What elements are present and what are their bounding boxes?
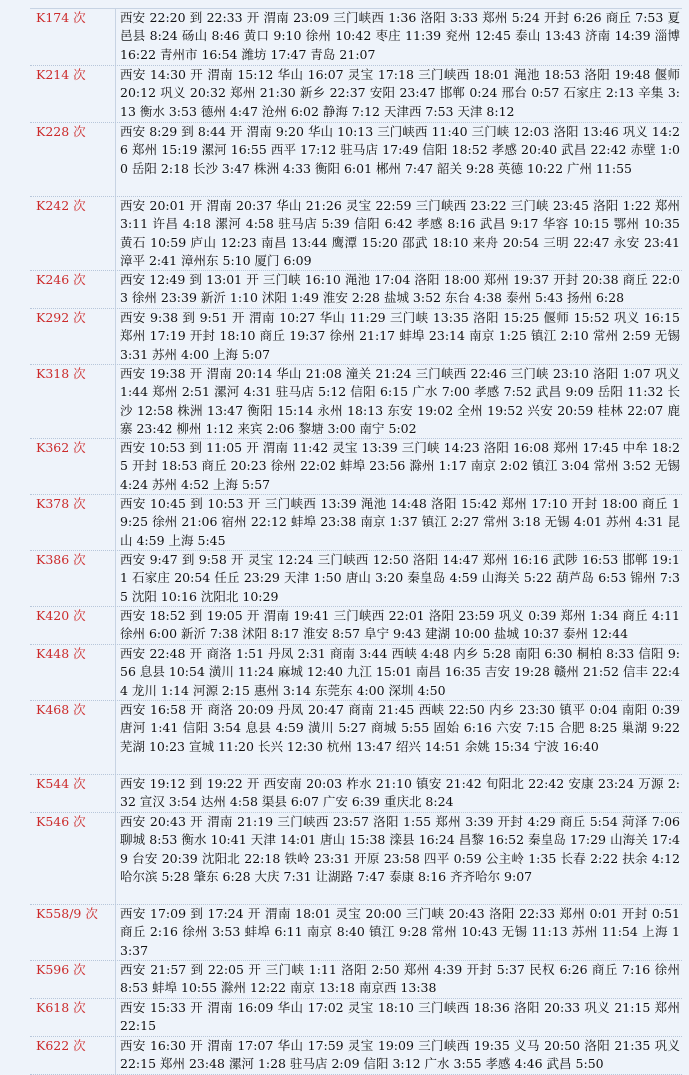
table-row <box>30 701 682 775</box>
table-row <box>30 775 682 813</box>
train-stops: 西安 14:30 开 渭南 15:12 华山 16:07 灵宝 17:18 三门峡西 18:01 渑池 18:53 洛阳 19:48 偃师 20:12 巩义 20:32 郑州 21:30 新乡 22:37 安阳 23:47 邯郸 0:24 邢台 0:57 石家庄 2:13 辛集 3:13 衡水 3:53 德州 4:47 沧州 6:02 静海 7:12 天津西 7:53 天津 8:12 <box>120 67 680 119</box>
table-row <box>30 813 682 905</box>
train-code[interactable]: K386 次 <box>30 551 116 606</box>
train-stops: 西安 10:53 到 11:05 开 渭南 11:42 灵宝 13:39 三门峡 14:23 洛阳 16:08 郑州 17:45 中牟 18:25 开封 18:53 商丘 20:23 徐州 22:02 蚌埠 23:56 滁州 1:17 南京 2:02 镇江 3:04 常州 3:52 无锡 4:24 苏州 4:52 上海 5:57 <box>120 440 680 492</box>
train-stops: 西安 21:57 到 22:05 开 三门峡 1:11 洛阳 2:50 郑州 4:39 开封 5:37 民权 6:26 商丘 7:16 徐州 8:53 蚌埠 10:55 滁州 12:22 南京 13:18 南京西 13:38 <box>120 962 680 996</box>
train-code[interactable]: K242 次 <box>30 197 116 270</box>
train-stops: 西安 20:43 开 渭南 21:19 三门峡西 23:57 洛阳 1:55 郑州 3:39 开封 4:29 商丘 5:54 菏泽 7:06 聊城 8:53 衡水 10:41 天津 14:01 唐山 15:38 滦县 16:24 昌黎 16:52 秦皇岛 17:29 山海关 17:49 台安 20:39 沈阳北 22:18 铁岭 23:31 开原 23:58 四平 0:59 公主岭 1:35 长春 2:22 扶余 4:12 哈尔滨 5:28 肇东 6:28 大庆 7:31 让湖路 7:47 泰康 8:16 齐齐哈尔 9:07 <box>120 814 680 884</box>
train-stops: 西安 19:12 到 19:22 开 西安南 20:03 柞水 21:10 镇安 21:42 旬阳北 22:42 安康 23:24 万源 2:32 宣汉 3:54 达州 4:58 渠县 6:07 广安 6:39 重庆北 8:24 <box>120 776 680 810</box>
table-row <box>30 197 682 271</box>
train-code[interactable]: K378 次 <box>30 495 116 550</box>
train-code[interactable]: K596 次 <box>30 961 116 998</box>
table-row <box>30 1037 682 1075</box>
train-code[interactable]: K214 次 <box>30 66 116 122</box>
table-row <box>30 309 682 365</box>
table-row <box>30 123 682 197</box>
train-stops: 西安 17:09 到 17:24 开 渭南 18:01 灵宝 20:00 三门峡 20:43 洛阳 22:33 郑州 0:01 开封 0:51 商丘 2:16 徐州 3:53 蚌埠 6:11 南京 8:40 镇江 9:28 常州 10:43 无锡 11:13 苏州 11:54 上海 13:37 <box>120 906 680 958</box>
train-code[interactable]: K468 次 <box>30 701 116 774</box>
train-stops: 西安 9:47 到 9:58 开 灵宝 12:24 三门峡西 12:50 洛阳 14:47 郑州 16:16 武陟 16:53 邯郸 19:11 石家庄 20:54 任丘 23:29 天津 1:50 唐山 3:20 秦皇岛 4:59 山海关 5:22 葫芦岛 6:53 锦州 7:35 沈阳 10:16 沈阳北 10:29 <box>120 552 680 604</box>
timetable <box>30 8 682 1075</box>
table-row <box>30 961 682 999</box>
train-stops: 西安 16:30 开 渭南 17:07 华山 17:59 灵宝 19:09 三门峡西 19:35 义马 20:50 洛阳 21:35 巩义 22:15 郑州 23:48 漯河 1:28 驻马店 2:09 信阳 3:12 广水 3:55 孝感 4:46 武昌 5:50 <box>120 1038 680 1072</box>
train-stops: 西安 16:58 开 商洛 20:09 丹凤 20:47 商南 21:45 西峡 22:50 内乡 23:30 镇平 0:04 南阳 0:39 唐河 1:41 信阳 3:54 息县 4:59 潢川 5:27 商城 5:55 固始 6:16 六安 7:15 合肥 8:25 巢湖 9:22 芜湖 10:23 宣城 11:20 长兴 12:30 杭州 13:47 绍兴 14:51 余姚 15:34 宁波 16:40 <box>120 702 680 754</box>
train-stops: 西安 19:38 开 渭南 20:14 华山 21:08 潼关 21:24 三门峡西 22:46 三门峡 23:10 洛阳 1:07 巩义 1:44 郑州 2:51 漯河 4:31 驻马店 5:12 信阳 6:15 广水 7:00 孝感 7:52 武昌 9:09 岳阳 11:32 长沙 12:58 株洲 13:47 衡阳 15:14 永州 18:13 东安 19:02 全州 19:52 兴安 20:59 桂林 22:07 鹿寨 23:42 柳州 1:12 来宾 2:06 黎塘 3:00 南宁 5:02 <box>120 366 680 436</box>
train-code[interactable]: K318 次 <box>30 365 116 438</box>
train-stops: 西安 22:20 到 22:33 开 渭南 23:09 三门峡西 1:36 洛阳 3:33 郑州 5:24 开封 6:26 商丘 7:53 夏邑县 8:24 砀山 8:46 黄口 9:10 徐州 10:42 枣庄 11:39 兖州 12:45 泰山 13:43 济南 14:39 淄博 16:22 青州市 16:54 潍坊 17:47 青岛 21:07 <box>120 10 680 62</box>
table-row <box>30 905 682 961</box>
train-code[interactable]: K622 次 <box>30 1037 116 1074</box>
train-stops: 西安 15:33 开 渭南 16:09 华山 17:02 灵宝 18:10 三门峡西 18:36 洛阳 20:33 巩义 21:15 郑州 22:15 <box>120 1000 680 1034</box>
train-stops: 西安 20:01 开 渭南 20:37 华山 21:26 灵宝 22:59 三门峡西 23:22 三门峡 23:45 洛阳 1:22 郑州 3:11 许昌 4:18 漯河 4:58 驻马店 5:39 信阳 6:42 孝感 8:16 武昌 9:17 华容 10:15 鄂州 10:35 黄石 10:59 庐山 12:23 南昌 13:44 鹰潭 15:20 邵武 18:10 来舟 20:54 三明 22:47 永安 23:41 漳平 2:41 漳州东 5:10 厦门 6:09 <box>120 198 680 268</box>
train-stops: 西安 22:48 开 商洛 1:51 丹凤 2:31 商南 3:44 西峡 4:48 内乡 5:28 南阳 6:30 桐柏 8:33 信阳 9:56 息县 10:54 潢川 11:24 麻城 12:40 九江 15:01 南昌 16:35 吉安 19:28 赣州 21:52 信丰 22:44 龙川 1:14 河源 2:15 惠州 3:14 东莞东 4:00 深圳 4:50 <box>120 646 680 698</box>
table-row <box>30 999 682 1037</box>
table-row <box>30 645 682 701</box>
train-code[interactable]: K618 次 <box>30 999 116 1036</box>
train-stops: 西安 12:49 到 13:01 开 三门峡 16:10 渑池 17:04 洛阳 18:00 郑州 19:37 开封 20:38 商丘 22:03 徐州 23:39 新沂 1:10 沭阳 1:49 淮安 2:28 盐城 3:52 东台 4:38 泰州 5:43 扬州 6:28 <box>120 272 680 306</box>
train-code[interactable]: K246 次 <box>30 271 116 308</box>
train-stops: 西安 18:52 到 19:05 开 渭南 19:41 三门峡西 22:01 洛阳 23:59 巩义 0:39 郑州 1:34 商丘 4:11 徐州 6:00 新沂 7:38 沭阳 8:17 淮安 8:57 阜宁 9:43 建湖 10:00 盐城 10:37 泰州 12:44 <box>120 608 680 642</box>
train-code[interactable]: K292 次 <box>30 309 116 364</box>
train-stops: 西安 8:29 到 8:44 开 渭南 9:20 华山 10:13 三门峡西 11:40 三门峡 12:03 洛阳 13:46 巩义 14:26 郑州 15:19 漯河 16:55 西平 17:12 驻马店 17:49 信阳 18:52 孝感 20:40 武昌 22:42 赤壁 1:00 岳阳 2:18 长沙 3:47 株洲 4:33 衡阳 6:01 郴州 7:47 韶关 9:28 英德 10:22 广州 11:55 <box>120 124 680 176</box>
train-code[interactable]: K174 次 <box>30 9 116 65</box>
train-code[interactable]: K558/9 次 <box>30 905 116 960</box>
table-row <box>30 365 682 439</box>
table-row <box>30 607 682 645</box>
table-row <box>30 551 682 607</box>
train-stops: 西安 9:38 到 9:51 开 渭南 10:27 华山 11:29 三门峡 13:35 洛阳 15:25 偃师 15:52 巩义 16:15 郑州 17:19 开封 18:10 商丘 19:37 徐州 21:17 蚌埠 23:14 南京 1:25 镇江 2:10 常州 2:59 无锡 3:31 苏州 4:00 上海 5:07 <box>120 310 680 362</box>
table-row <box>30 9 682 66</box>
table-row <box>30 439 682 495</box>
table-row <box>30 66 682 123</box>
train-code[interactable]: K544 次 <box>30 775 116 812</box>
table-row <box>30 495 682 551</box>
train-code[interactable]: K546 次 <box>30 813 116 904</box>
train-stops: 西安 10:45 到 10:53 开 三门峡西 13:39 渑池 14:48 洛阳 15:42 郑州 17:10 开封 18:00 商丘 19:25 徐州 21:06 宿州 22:12 蚌埠 23:38 南京 1:37 镇江 2:27 常州 3:18 无锡 4:01 苏州 4:31 昆山 4:59 上海 5:45 <box>120 496 680 548</box>
train-code[interactable]: K420 次 <box>30 607 116 644</box>
train-code[interactable]: K228 次 <box>30 123 116 196</box>
train-code[interactable]: K362 次 <box>30 439 116 494</box>
table-row <box>30 271 682 309</box>
train-code[interactable]: K448 次 <box>30 645 116 700</box>
